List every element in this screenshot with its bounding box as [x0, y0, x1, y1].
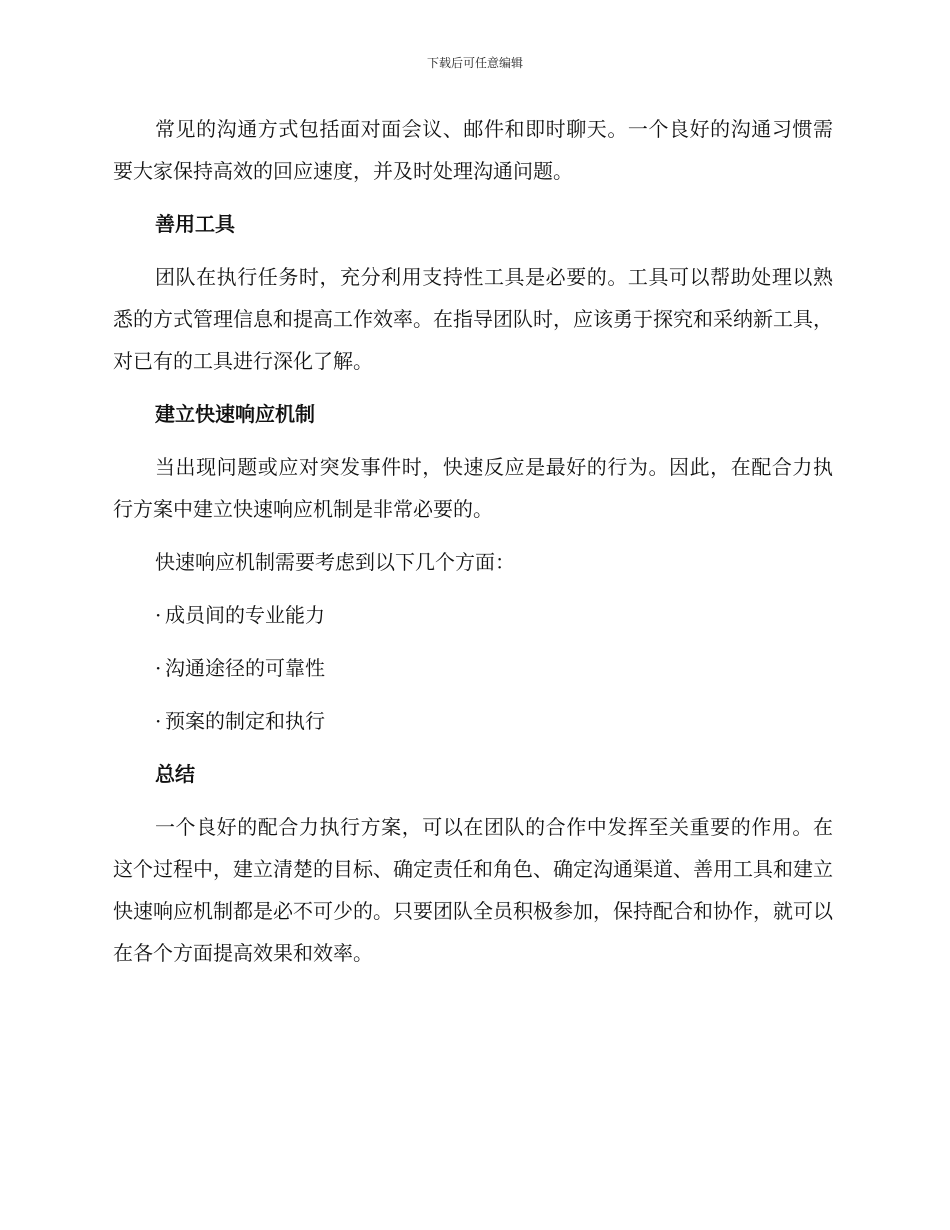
paragraph-summary: 一个良好的配合力执行方案，可以在团队的合作中发挥至关重要的作用。在这个过程中，建立清楚的目标、确定责任和角色、确定沟通渠道、善用工具和建立快速响应机制都是必不可少的。只要团队全员积极参加，保持配合和协作，就可以在各个方面提高效果和效率。	[113, 815, 833, 965]
list-item-text: 沟通途径的可靠性	[165, 656, 325, 680]
list-item	[113, 647, 833, 689]
paragraph-tools: 团队在执行任务时，充分利用支持性工具是必要的。工具可以帮助处理以熟悉的方式管理信息和提高工作效率。在指导团队时，应该勇于探究和采纳新工具，对已有的工具进行深化了解。	[113, 265, 833, 373]
heading-use-tools: 善用工具	[155, 212, 235, 236]
header-note: 下载后可任意编辑	[426, 56, 523, 70]
list-item-text: 预案的制定和执行	[165, 709, 325, 733]
list-item	[113, 594, 833, 636]
heading-summary: 总结	[155, 762, 195, 786]
paragraph-communication: 常见的沟通方式包括面对面会议、邮件和即时聊天。一个良好的沟通习惯需要大家保持高效的回应速度，并及时处理沟通问题。	[113, 117, 833, 183]
heading-rapid-response: 建立快速响应机制	[155, 402, 315, 426]
bullet-dot-icon: ·	[155, 709, 162, 733]
bullet-dot-icon: ·	[155, 656, 162, 680]
bullet-dot-icon: ·	[155, 603, 162, 627]
paragraph-rapid-response: 当出现问题或应对突发事件时，快速反应是最好的行为。因此，在配合力执行方案中建立快速响应机制是非常必要的。	[113, 455, 833, 521]
paragraph-aspects-intro: 快速响应机制需要考虑到以下几个方面：	[155, 550, 515, 574]
document-body	[113, 108, 833, 985]
list-item	[113, 700, 833, 742]
list-item-text: 成员间的专业能力	[165, 603, 325, 627]
